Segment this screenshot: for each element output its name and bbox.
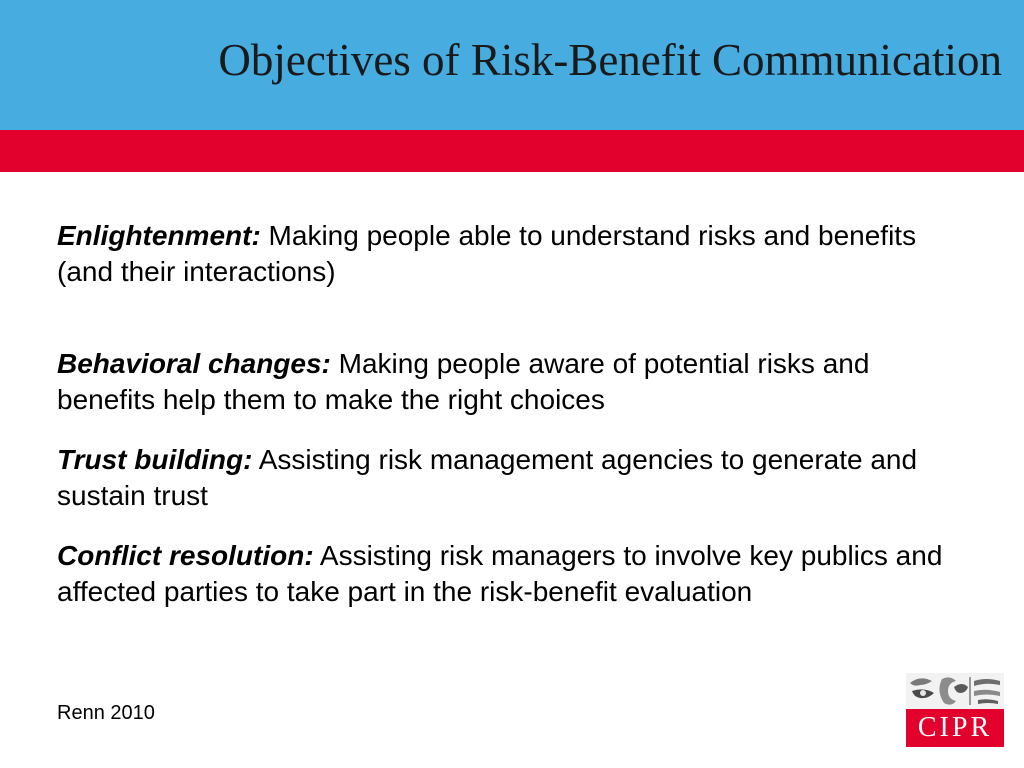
cipr-logo-wordmark (906, 709, 1004, 747)
citation: Renn 2010 (57, 702, 155, 724)
objective-description: Making people aware of potential risks and benefits help them to make the right choices (57, 348, 870, 415)
objective-description: Assisting risk management agencies to generate and sustain trust (57, 444, 918, 511)
cipr-logo-icon (906, 673, 1004, 709)
objective-term: Enlightenment: (57, 220, 261, 251)
objective-description: Making people able to understand risks and benefits (and their interactions) (57, 220, 917, 287)
cipr-logo (906, 673, 1004, 747)
objective-term: Conflict resolution: (57, 540, 314, 571)
accent-band (0, 130, 1024, 172)
title-bar (0, 0, 1024, 130)
objective-term: Trust building: (57, 444, 253, 475)
cipr-logo-text: CIPR (917, 712, 993, 743)
objectives-list (57, 218, 967, 634)
objective-item (57, 218, 967, 290)
objective-item (57, 538, 967, 610)
objective-description: Assisting risk managers to involve key publics and affected parties to take part in the risk-benefit evaluation (57, 540, 943, 607)
objective-term: Behavioral changes: (57, 348, 331, 379)
slide-title: Objectives of Risk-Benefit Communication (218, 35, 1002, 85)
objective-item (57, 442, 967, 514)
objective-item (57, 346, 967, 418)
